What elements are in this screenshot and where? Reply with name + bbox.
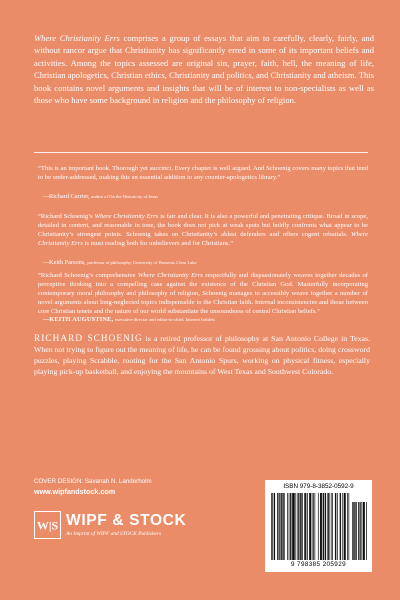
barcode-bar [329,493,330,560]
barcode-bar [355,502,356,560]
barcode-bar [291,493,292,560]
barcode-bar [349,493,350,560]
endorser-affiliation: author of On the Historicity of Jesus [91,194,159,199]
endorsement-text: respectfully and dispassionately weaves together decades of perceptive thinking into a compelling case against the existence of the Christian God. Masterfully incorporating contemporary moral philosophy and philosophy of religion, Schoenig manages to accessibly weave together a number of novel arguments about long-neglected topics indispensable to the Christian faith. Internal inconsistencies and those between core Christian tenets and the nature of our world substantiate the unsoundness of central Christian beliefs.” [38,272,368,316]
barcode-bar [327,493,328,560]
barcode-bar [278,493,279,560]
barcode-bar [298,493,299,560]
endorser-name: —Richard Carrier, [42,193,90,200]
barcode-bar [363,502,364,560]
barcode-bar [309,493,310,560]
barcode-bar [281,493,282,560]
barcode-bar [271,493,272,560]
isbn-label: ISBN 979-8-3852-0592-9 [283,483,354,490]
publisher-website[interactable]: www.wipfandstock.com [34,487,116,496]
barcode-bar [279,493,280,560]
endorsement-text: “Richard Schoenig’s [38,213,95,220]
barcode-bar [313,493,314,560]
barcode-bar [321,493,322,560]
barcode-bar [292,493,293,560]
author-bio [34,333,370,378]
barcode-bars [265,480,372,572]
endorsement-parsons [38,212,368,248]
cover-design-credit: COVER DESIGN: Savanah N. Landerholm [34,478,152,485]
barcode-bar [323,493,324,560]
barcode-bar [307,493,308,560]
barcode-bar [335,493,336,560]
endorser-affiliation: executive director and editor-in-chief, Internet Infidels [114,317,216,322]
divider-top [34,152,368,153]
barcode-bar [315,493,316,560]
book-title-italic: Where Christianity Errs [34,33,120,43]
barcode-bar [344,493,345,560]
barcode-bar [289,493,290,560]
barcode-bar [345,493,346,560]
endorsement-attribution [38,192,368,201]
barcode-bar [340,493,341,560]
barcode-bar [347,493,348,560]
barcode-digits: 9 798385 205929 [290,561,347,568]
barcode-bar [293,493,294,560]
barcode-bar [298,493,299,560]
endorsement-text: is fair and clear. It is also a powerful and penetrating critique. Broad in scope, detailed in content, and reasonable in tone, the book does not pick at weak spots but boldly confronts what appear to be Christianity’s strongest points. Schoenig takes on Christianity’s ablest defenders and offers cogent rebuttals. [38,213,368,239]
barcode-bar [284,493,285,560]
publisher-name: WIPF & STOCK [66,512,187,529]
barcode-bar [323,493,324,560]
barcode-bar [364,502,365,560]
barcode-bar [328,493,329,560]
barcode-bar [320,493,321,560]
barcode-bar [362,502,363,560]
endorsement-augustine [38,271,368,316]
barcode-bar [353,502,354,560]
barcode-bar [364,502,365,560]
barcode-bar [325,493,326,560]
endorsement-text: is must reading both for unbelievers and for Christians.” [82,240,234,248]
barcode-bar [304,493,305,560]
barcode-bar [305,493,306,560]
barcode-bar [332,493,333,560]
barcode-bar [287,493,288,560]
publisher-imprint: An Imprint of WIPF and STOCK Publishers [66,531,162,537]
endorsement-title-italic: Where Christianity Errs [94,213,159,220]
barcode-bar [325,493,326,560]
barcode-bar [277,493,278,560]
barcode-bar [352,502,353,560]
barcode-bar [301,493,302,560]
barcode-bar [337,493,338,560]
barcode-bar [312,493,313,560]
barcode-bar [274,493,275,560]
barcode-bar [290,493,291,560]
publisher-logo-icon [34,511,61,539]
barcode-bar [274,493,275,560]
book-description [34,32,374,106]
barcode-bar [342,493,343,560]
barcode-bar [356,502,357,560]
endorsement-title-italic: Where Christianity Errs [38,231,368,248]
barcode-bar [293,493,294,560]
barcode-bar [282,493,283,560]
endorsement-attribution [38,315,368,324]
endorser-name: —KEITH AUGUSTINE, [42,316,114,323]
barcode-bar [272,493,273,560]
barcode-bar [359,502,360,560]
barcode-bar [294,493,295,560]
barcode-bar [366,502,367,560]
author-bio-text: is a retired professor of philosophy at San Antonio College in Texas. When not trying to figure out the meaning of life, he can be found grousing about politics, doing crossword puzzles, playing Scrabble, rooting for the San Antonio Spurs, working on physical fitness, especially playing pick-up basketball, and enjoying the mountains of West Texas and Southwest Colorado. [34,334,370,376]
barcode-bar [336,493,337,560]
barcode-bar [354,502,355,560]
barcode-bar [321,493,322,560]
barcode-bar [300,493,301,560]
endorsement-title-italic: Where Christianity Errs [137,272,203,279]
barcode-bar [310,493,311,560]
barcode-bar [302,493,303,560]
endorser-name: —Keith Parsons, [42,259,86,266]
publisher-logo-letters: W|S [36,518,59,533]
endorsement-text: “This is an important book. Thorough yet succinct. Every chapter is well argued. And Schoenig covers many topics that tend to be under-addressed, making this an essential addition to any counter-apologetics library.” [38,165,368,182]
endorsement-attribution [38,258,368,267]
barcode-bar [340,493,341,560]
barcode-bar [295,493,296,560]
barcode-bar [281,493,282,560]
endorsement-carrier [38,164,368,182]
barcode-bar [358,502,359,560]
endorser-affiliation: professor of philosophy, University of Houston–Clear Lake [87,260,197,265]
barcode-bar [360,502,361,560]
barcode-bar [310,493,311,560]
barcode-bar [306,493,307,560]
book-description-text: comprises a group of essays that aim to carefully, clearly, fairly, and without rancor argue that Christianity has significantly erred in some of its important beliefs and activities. Among the topics assessed are original sin, prayer, faith, hell, the meaning of life, Christian apologetics, Christian ethics, Christianity and politics, and Christianity and atheism. This book contains novel arguments and insights that will be of interest to non-specialists as well as those who have some background in religion and the philosophy of religion. [34,33,374,106]
barcode-bar [344,493,345,560]
author-name: RICHARD SCHOENIG [34,333,143,343]
barcode-bar [283,493,284,560]
endorsement-text: “Richard Schoenig’s comprehensive [38,272,138,279]
barcode-bar [331,493,332,560]
isbn-barcode [265,480,372,572]
barcode-bar [300,493,301,560]
barcode-bar [318,493,319,560]
